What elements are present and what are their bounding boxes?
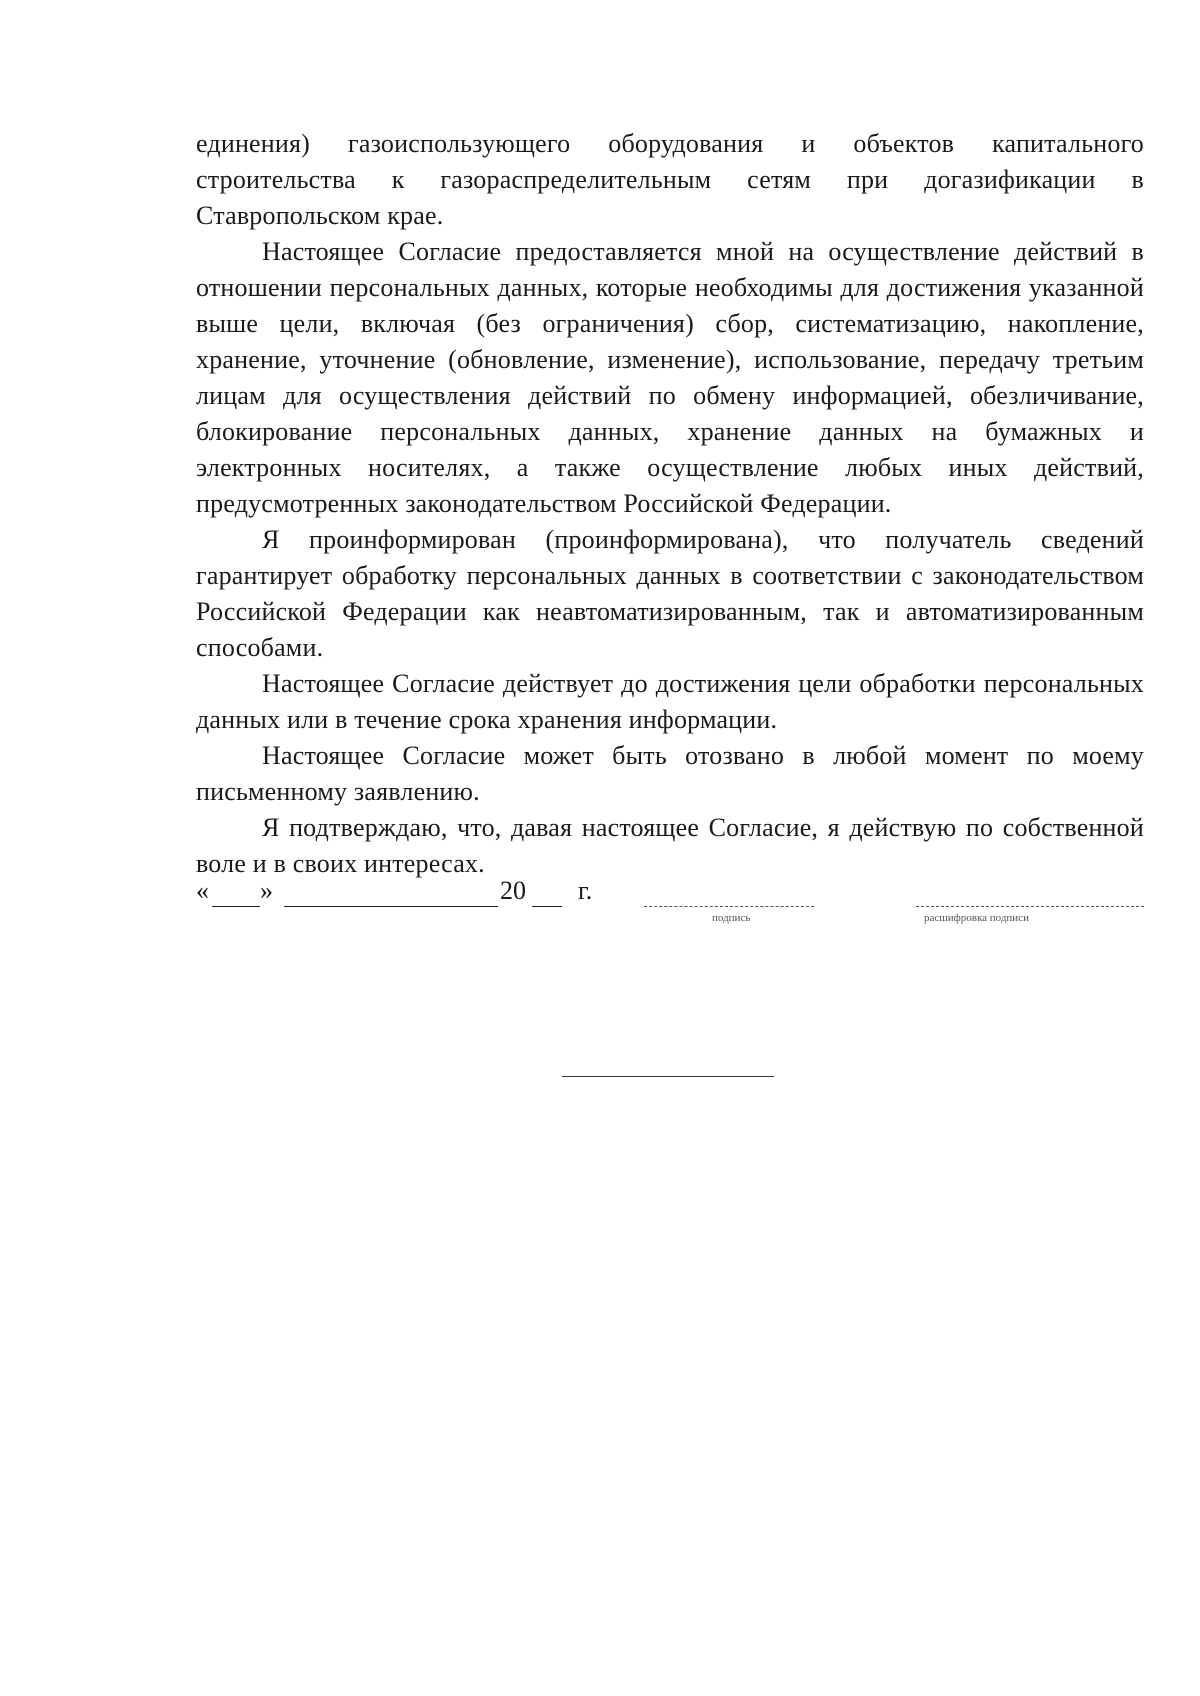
signature-decoding-blank[interactable] [916,906,1144,907]
year-suffix: г. [578,876,593,905]
year-prefix: 20 [500,876,526,905]
closing-divider [562,1076,774,1077]
paragraph-consent-scope: Настоящее Согласие предоставляется мной на осуществление действий в отношении персональных данных, которые необходимы для достижения указанной выше цели, включая (без ограничения) сбор, систематизацию, накопление, хранение, уточнение (обновление, изменение), использование, передачу третьим лицам для осуществления действий по обмену информацией, обезличивание, блокирование персональных данных, хранение данных на бумажных и электронных носителях, а также осуществление любых иных действий, предусмотренных законодательством Российской Федерации. [196,237,1144,518]
signature-blank[interactable] [644,906,814,907]
day-blank[interactable] [212,906,260,907]
paragraph-revocation: Настоящее Согласие может быть отозвано в любой момент по моему письменному заявлению. [196,741,1144,806]
quote-open: « [196,876,209,905]
year-blank[interactable] [532,906,562,907]
paragraph-informed: Я проинформирован (проинформирована), что получатель сведений гарантирует обработку персональных данных в соответствии с законодательством Российской Федерации как неавтоматизированным, так и автоматизированным способами. [196,525,1144,662]
signature-row [196,876,1144,936]
paragraph-validity: Настоящее Согласие действует до достижения цели обработки персональных данных или в течение срока хранения информации. [196,669,1144,734]
quote-close: » [260,876,273,905]
signature-caption: подпись [712,912,751,924]
paragraph-continuation: единения) газоиспользующего оборудования и объектов капитального строительства к газораспределительным сетям при догазификации в Ставропольском крае. [196,129,1144,230]
month-blank[interactable] [284,906,498,907]
consent-body [196,126,1144,882]
paragraph-confirmation: Я подтверждаю, что, давая настоящее Согласие, я действую по собственной воле и в своих интересах. [196,813,1144,878]
signature-decoding-caption: расшифровка подписи [924,912,1029,924]
